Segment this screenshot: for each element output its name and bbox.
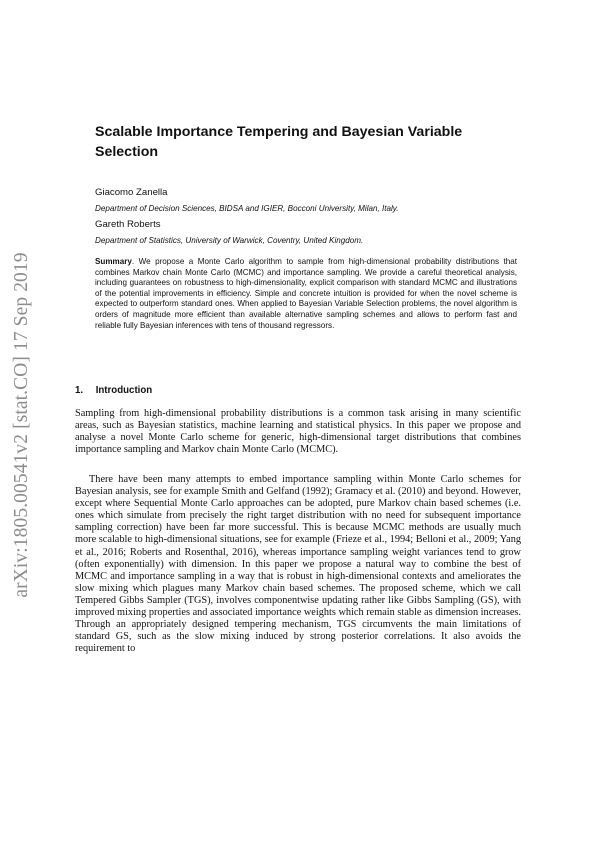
section-title: Introduction (95, 385, 153, 396)
author-affiliation: Department of Statistics, University of Warwick, Coventry, United Kingdom. (95, 236, 364, 245)
arxiv-identifier: arXiv:1805.00541v2 [stat.CO] 17 Sep 2019 (11, 252, 32, 598)
body-paragraph: Sampling from high-dimensional probability distributions is a common task arising in many scientific areas, such as Bayesian statistics, machine learning and statistical physics. In this paper we propose and analyse a novel Monte Carlo scheme for generic, high-dimensional target distributions that combines importance sampling and Markov chain Monte Carlo (MCMC). (75, 408, 521, 456)
paper-title: Scalable Importance Tempering and Bayesian Variable Selection (95, 124, 463, 160)
abstract (95, 257, 517, 331)
section-heading (75, 385, 152, 396)
author-name: Gareth Roberts (95, 219, 161, 230)
abstract-text: . We propose a Monte Carlo algorithm to sample from high-dimensional probability distributions that combines Markov chain Monte Carlo (MCMC) and importance sampling. We provide a careful theoretical analysis, including guarantees on robustness to high-dimensionality, explicit comparison with standard MCMC and illustrations of the potential improvements in efficiency. Simple and concrete intuition is provided for when the novel scheme is expected to outperform standard ones. When applied to Bayesian Variable Selection problems, the novel algorithm is orders of magnitude more efficient than available alternative sampling schemes and allows to perform fast and reliable fully Bayesian inferences with tens of thousand regressors. (95, 257, 517, 330)
author-name: Giacomo Zanella (95, 187, 168, 198)
abstract-label: Summary (95, 257, 132, 266)
arxiv-watermark (0, 0, 40, 842)
body-paragraph: There have been many attempts to embed importance sampling within Monte Carlo schemes for Bayesian analysis, see for example Smith and Gelfand (1992); Gramacy et al. (2010) and beyond. However, except where Sequential Monte Carlo approaches can be adopted, pure Markov chain based schemes (i.e. ones which simulate from precisely the right target distribution with no need for subsequent importance sampling correction) have been far more successful. This is because MCMC methods are usually much more scalable to high-dimensional situations, see for example (Frieze et al., 1994; Belloni et al., 2009; Yang et al., 2016; Roberts and Rosenthal, 2016), whereas importance sampling weight variances tend to grow (often exponentially) with dimension. In this paper we propose a natural way to combine the best of MCMC and importance sampling in a way that is robust in high-dimensional contexts and ameliorates the slow mixing which plagues many Markov chain based schemes. The proposed scheme, which we call Tempered Gibbs Sampler (TGS), involves componentwise updating rather like Gibbs Sampling (GS), with improved mixing properties and associated importance weights which remain stable as dimension increases. Through an appropriately designed tempering mechanism, TGS circumvents the main limitations of standard GS, such as the slow mixing induced by strong posterior correlations. It also avoids the requirement to (75, 474, 521, 655)
section-number: 1. (75, 385, 84, 396)
author-affiliation: Department of Decision Sciences, BIDSA and IGIER, Bocconi University, Milan, Italy. (95, 204, 399, 213)
